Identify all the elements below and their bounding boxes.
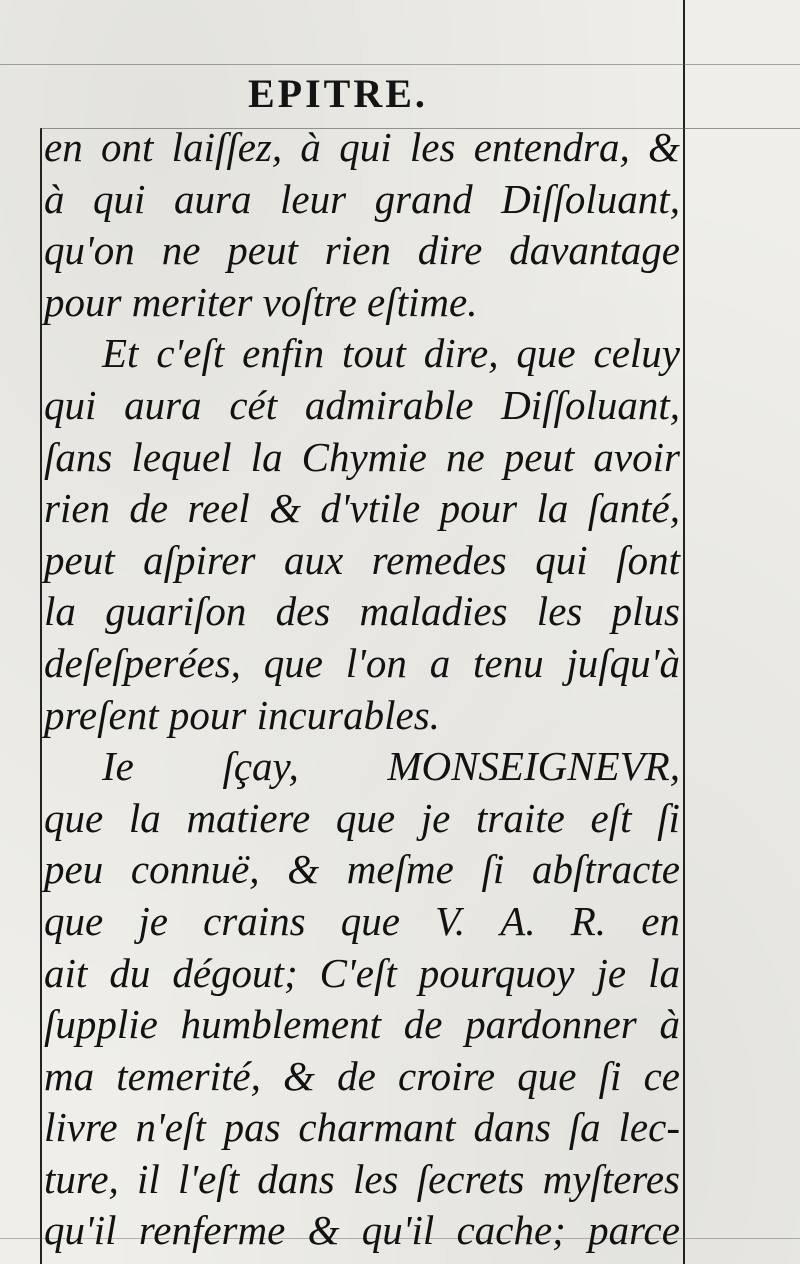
word: ſi bbox=[481, 846, 505, 893]
word: n'eſt bbox=[135, 1104, 206, 1151]
word: ſecrets bbox=[416, 1155, 525, 1202]
word: davantage bbox=[509, 227, 680, 274]
word: aſpirer bbox=[143, 536, 256, 583]
word: Diſſoluant, bbox=[501, 381, 680, 428]
body-text bbox=[44, 122, 680, 1257]
word: A. bbox=[500, 897, 536, 944]
word: ont bbox=[100, 124, 154, 170]
word: pardonner bbox=[465, 1001, 637, 1048]
word: meriter bbox=[131, 278, 263, 325]
word: à bbox=[300, 124, 321, 170]
word: parce bbox=[588, 1207, 680, 1254]
word: qui bbox=[535, 536, 588, 583]
text-line bbox=[44, 896, 680, 948]
word: peu bbox=[44, 846, 104, 893]
word: pour bbox=[44, 278, 132, 325]
word: cét bbox=[229, 381, 278, 428]
word: myſteres bbox=[542, 1155, 680, 1202]
word: la bbox=[536, 485, 569, 532]
word: & bbox=[269, 485, 302, 532]
word: eſtime. bbox=[367, 278, 478, 325]
word: ait bbox=[44, 949, 88, 996]
right-margin-rule bbox=[683, 0, 685, 1264]
word: ne bbox=[445, 433, 485, 480]
text-line bbox=[44, 1051, 680, 1103]
word: pour bbox=[168, 691, 257, 738]
word: V. bbox=[435, 897, 466, 944]
word: Chymie bbox=[301, 433, 427, 480]
text-line bbox=[44, 535, 680, 587]
word: deſeſperées, bbox=[44, 639, 241, 686]
text-line bbox=[44, 1154, 680, 1206]
word: qui bbox=[44, 381, 97, 428]
word: tout bbox=[342, 330, 406, 377]
word: reel bbox=[187, 485, 250, 532]
word: ſanté, bbox=[587, 485, 680, 532]
word: dans bbox=[257, 1155, 335, 1202]
word: que bbox=[516, 330, 576, 377]
word: les bbox=[352, 1155, 399, 1202]
word: plus bbox=[611, 588, 680, 635]
word: & bbox=[307, 1207, 340, 1254]
word: peut bbox=[44, 536, 115, 583]
text-line bbox=[44, 225, 680, 277]
word: ſi bbox=[657, 794, 680, 841]
word: matiere bbox=[186, 794, 311, 841]
word: entendra, bbox=[473, 124, 630, 170]
word: dans bbox=[473, 1104, 551, 1151]
text-line bbox=[44, 586, 680, 638]
text-line bbox=[44, 380, 680, 432]
word: pas bbox=[223, 1104, 281, 1151]
word: leur bbox=[280, 175, 347, 222]
word: guariſon bbox=[105, 588, 247, 635]
word: charmant bbox=[298, 1104, 456, 1151]
text-line bbox=[44, 122, 680, 174]
word: il bbox=[136, 1155, 160, 1202]
left-margin-rule bbox=[40, 128, 42, 1264]
text-line bbox=[44, 483, 680, 535]
word: grand bbox=[374, 175, 473, 222]
word: la bbox=[250, 433, 283, 480]
word: de bbox=[337, 1052, 376, 1099]
word: ne bbox=[161, 227, 201, 274]
word: aura bbox=[174, 175, 252, 222]
word: de bbox=[403, 1001, 443, 1048]
word: cache; bbox=[456, 1207, 566, 1254]
word: qu'on bbox=[44, 227, 135, 274]
word: pourquoy bbox=[418, 949, 575, 996]
word: juſqu'à bbox=[566, 639, 680, 686]
word: maladies bbox=[359, 588, 508, 635]
running-head: EPITRE. bbox=[248, 71, 428, 116]
word: C'eſt bbox=[319, 949, 397, 996]
word: croire bbox=[397, 1052, 496, 1099]
text-line bbox=[44, 277, 680, 329]
word: renferme bbox=[138, 1207, 286, 1254]
word: qu'il bbox=[361, 1207, 435, 1254]
text-line bbox=[44, 741, 680, 793]
word: & bbox=[287, 846, 320, 893]
word: aura bbox=[124, 381, 202, 428]
word: de bbox=[129, 485, 169, 532]
text-line bbox=[44, 844, 680, 896]
word: peut bbox=[227, 227, 298, 274]
word: ture, bbox=[44, 1155, 119, 1202]
word: en bbox=[44, 124, 83, 170]
word: avoir bbox=[593, 433, 680, 480]
word: d'vtile bbox=[320, 485, 421, 532]
word: remedes bbox=[371, 536, 507, 583]
word: a bbox=[429, 639, 451, 686]
word: R. bbox=[570, 897, 607, 944]
word: la bbox=[128, 794, 161, 841]
word: que bbox=[44, 897, 104, 944]
text-line bbox=[44, 638, 680, 690]
word: lec- bbox=[618, 1104, 680, 1151]
text-line bbox=[44, 432, 680, 484]
word: dire, bbox=[423, 330, 499, 377]
word: tenu bbox=[473, 639, 544, 686]
word: ſont bbox=[616, 536, 680, 583]
word: je bbox=[138, 897, 168, 944]
word: du bbox=[109, 949, 151, 996]
word: que bbox=[335, 794, 396, 841]
word: rien bbox=[324, 227, 391, 274]
word: enfin bbox=[242, 330, 325, 377]
text-line bbox=[44, 690, 680, 742]
word: l'on bbox=[345, 639, 407, 686]
word: eſt bbox=[590, 794, 632, 841]
word: à bbox=[659, 1001, 680, 1048]
word: qui bbox=[93, 175, 146, 222]
word: ſans bbox=[44, 433, 113, 480]
text-line bbox=[44, 999, 680, 1051]
text-line bbox=[44, 1205, 680, 1257]
word: & bbox=[648, 124, 680, 170]
word: qui bbox=[339, 124, 392, 170]
word: crains bbox=[203, 897, 306, 944]
word: ce bbox=[643, 1052, 680, 1099]
text-line bbox=[44, 948, 680, 1000]
word: en bbox=[641, 897, 680, 944]
word: je bbox=[420, 794, 451, 841]
word: preſent bbox=[44, 691, 169, 738]
word: lequel bbox=[131, 433, 232, 480]
word: l'eſt bbox=[177, 1155, 240, 1202]
word: les bbox=[536, 588, 583, 635]
word: voſtre bbox=[262, 278, 368, 325]
word: c'eſt bbox=[156, 330, 225, 377]
word: & bbox=[283, 1052, 315, 1099]
word: pour bbox=[439, 485, 518, 532]
word: connuë, bbox=[130, 846, 260, 893]
word: ſi bbox=[598, 1052, 622, 1099]
word: ſçay, bbox=[222, 743, 299, 790]
word: Et bbox=[102, 330, 139, 377]
word: à bbox=[44, 175, 65, 222]
word: humblement bbox=[180, 1001, 381, 1048]
word: aux bbox=[283, 536, 344, 583]
text-line bbox=[44, 174, 680, 226]
text-line bbox=[44, 793, 680, 845]
word: incurables. bbox=[256, 691, 440, 738]
word: que bbox=[44, 794, 104, 841]
word: que bbox=[517, 1052, 577, 1099]
word: ſupplie bbox=[44, 1001, 158, 1048]
word: MONSEIGNEVR, bbox=[387, 743, 680, 790]
word: que bbox=[263, 639, 323, 686]
text-line bbox=[44, 1102, 680, 1154]
word: dégout; bbox=[172, 949, 298, 996]
word: traite bbox=[476, 794, 565, 841]
word: je bbox=[596, 949, 627, 996]
word: dire bbox=[417, 227, 483, 274]
word: temerité, bbox=[116, 1052, 261, 1099]
word: les bbox=[409, 124, 456, 170]
word: des bbox=[275, 588, 331, 635]
word: admirable bbox=[304, 381, 474, 428]
word: la bbox=[648, 949, 680, 996]
word: livre bbox=[44, 1104, 118, 1151]
word: abſtracte bbox=[531, 846, 680, 893]
word: Ie bbox=[102, 743, 134, 790]
word: ma bbox=[44, 1052, 95, 1099]
word: Diſſoluant, bbox=[501, 175, 680, 222]
word: qu'il bbox=[44, 1207, 117, 1254]
word: celuy bbox=[593, 330, 680, 377]
text-line bbox=[44, 328, 680, 380]
word: laiſſez, bbox=[171, 124, 283, 170]
top-frame-rule bbox=[0, 64, 800, 65]
word: peut bbox=[503, 433, 575, 480]
word: meſme bbox=[346, 846, 454, 893]
word: la bbox=[44, 588, 76, 635]
word: rien bbox=[44, 485, 111, 532]
word: ſa bbox=[568, 1104, 601, 1151]
word: que bbox=[340, 897, 400, 944]
